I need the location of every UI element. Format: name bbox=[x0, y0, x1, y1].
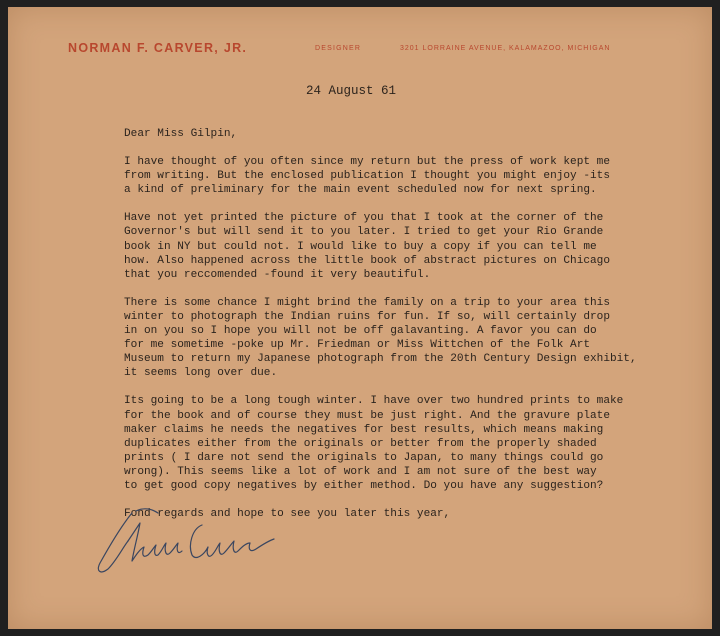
paragraph-2 bbox=[124, 211, 664, 281]
text-line: how. Also happened across the little book of abstract pictures on Chicago bbox=[124, 254, 610, 267]
letterhead bbox=[68, 41, 652, 61]
text-line: in on you so I hope you will not be off galavanting. A favor you can do bbox=[124, 325, 597, 338]
letter-date: 24 August 61 bbox=[306, 84, 397, 98]
text-line: that you reccomended -found it very beautiful. bbox=[124, 268, 431, 281]
letter-body bbox=[124, 127, 664, 521]
text-line: a kind of preliminary for the main event scheduled now for next spring. bbox=[124, 184, 597, 197]
letterhead-address: 3201 LORRAINE AVENUE, KALAMAZOO, MICHIGAN bbox=[400, 45, 611, 52]
text-line: prints ( I dare not send the originals to Japan, to many things could go bbox=[124, 451, 604, 464]
closing: Fond regards and hope to see you later this year, bbox=[124, 508, 451, 521]
text-line: it seems long over due. bbox=[124, 367, 278, 380]
text-line: for me sometime -poke up Mr. Friedman or Miss Wittchen of the Folk Art bbox=[124, 339, 591, 352]
text-line: I have thought of you often since my return but the press of work kept me bbox=[124, 156, 610, 169]
salutation: Dear Miss Gilpin, bbox=[124, 128, 238, 140]
text-line: from writing. But the enclosed publication I thought you might enjoy -its bbox=[124, 170, 610, 183]
text-line: to get good copy negatives by either method. Do you have any suggestion? bbox=[124, 479, 604, 492]
text-line: duplicates either from the originals or better from the properly shaded bbox=[124, 437, 597, 450]
text-line: Have not yet printed the picture of you that I took at the corner of the bbox=[124, 212, 604, 225]
letterhead-name: NORMAN F. CARVER, JR. bbox=[68, 41, 248, 55]
handwritten-signature bbox=[92, 505, 292, 585]
text-line: Museum to return my Japanese photograph from the 20th Century Design exhibit, bbox=[124, 353, 637, 366]
text-line: for the book and of course they must be just right. And the gravure plate bbox=[124, 409, 610, 422]
text-line: winter to photograph the Indian ruins for fun. If so, will certainly drop bbox=[124, 310, 610, 323]
text-line: Governor's but will send it to you later. I tried to get your Rio Grande bbox=[124, 226, 604, 239]
paragraph-1 bbox=[124, 155, 664, 197]
text-line: book in NY but could not. I would like to buy a copy if you can tell me bbox=[124, 240, 597, 253]
letter-paper bbox=[8, 7, 712, 629]
text-line: maker claims he needs the negatives for best results, which means making bbox=[124, 423, 604, 436]
text-line: Its going to be a long tough winter. I have over two hundred prints to make bbox=[124, 395, 624, 408]
letterhead-role: DESIGNER bbox=[315, 45, 362, 52]
paragraph-4 bbox=[124, 394, 664, 493]
text-line: There is some chance I might brind the family on a trip to your area this bbox=[124, 296, 610, 309]
text-line: wrong). This seems like a lot of work and I am not sure of the best way bbox=[124, 465, 597, 478]
paragraph-3 bbox=[124, 296, 664, 381]
